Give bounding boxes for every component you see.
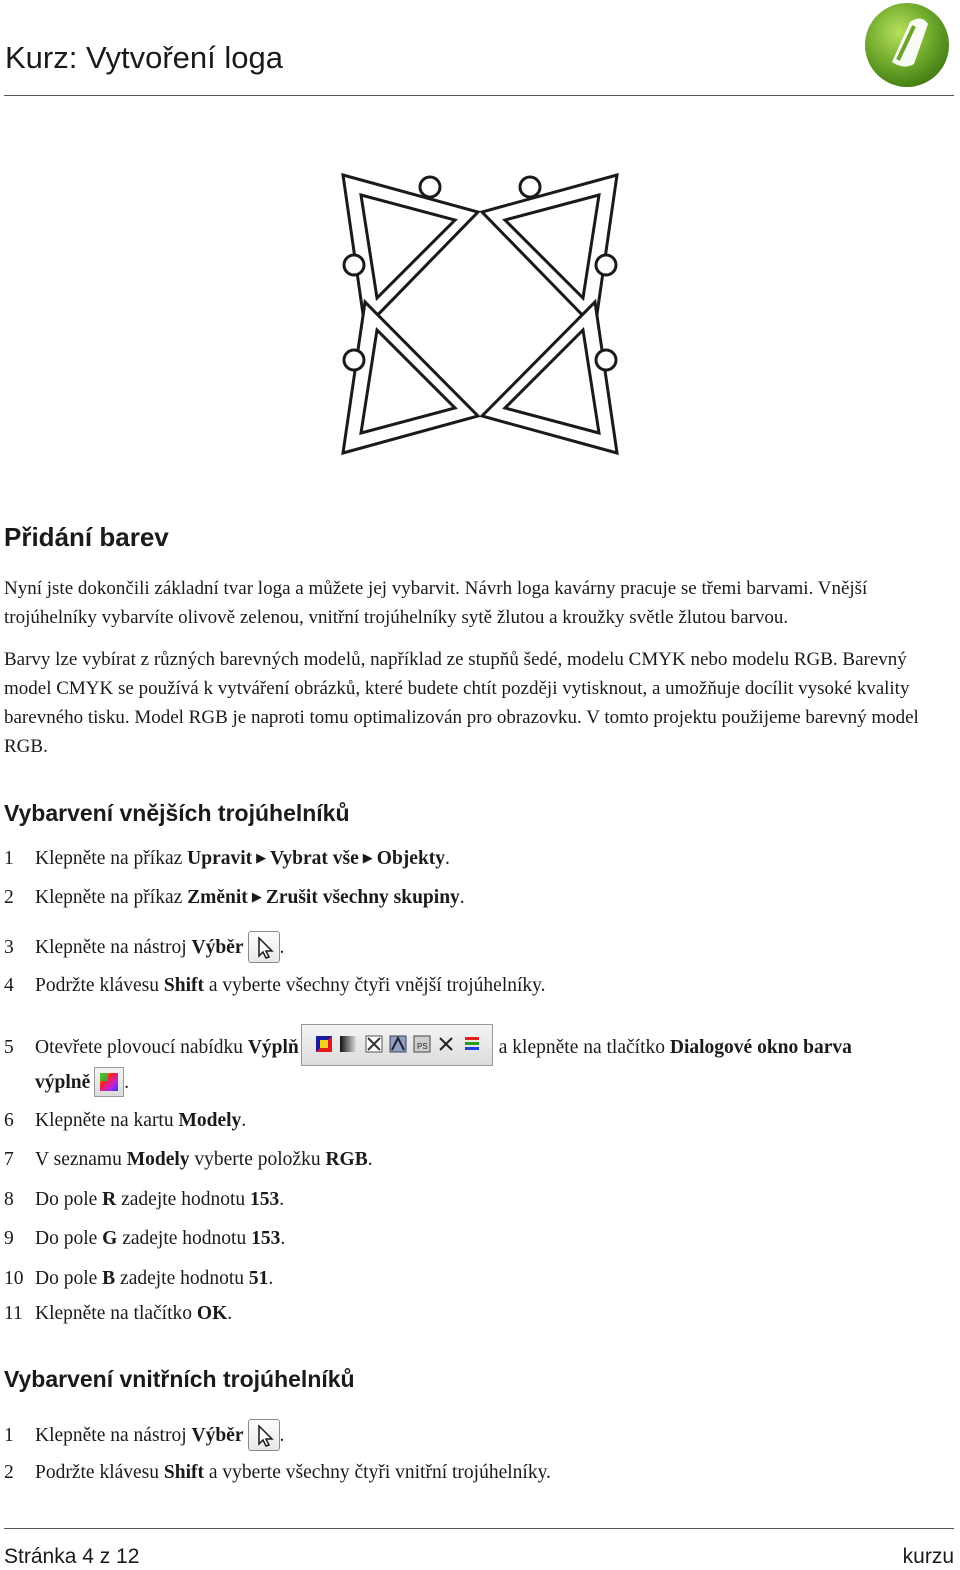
step-end: . (279, 1189, 285, 1210)
step-text: Klepněte na nástroj (35, 937, 192, 958)
step-number: 4 (4, 975, 14, 996)
step-text: Klepněte na nástroj (35, 1425, 192, 1446)
button-name: Dialogové okno barva (669, 1037, 852, 1058)
field-name: B (102, 1268, 116, 1289)
step-text: zadejte hodnotu (116, 1189, 250, 1210)
menu-name: Upravit (187, 848, 253, 869)
step-end: . (124, 1072, 130, 1093)
step-number: 10 (4, 1268, 24, 1289)
field-value: 153 (250, 1189, 280, 1210)
step-item (4, 1266, 273, 1292)
step-end: . (279, 937, 285, 958)
tab-name: Modely (178, 1110, 242, 1131)
step-text: Klepněte na kartu (35, 1110, 179, 1131)
menu-name: Objekty (376, 848, 446, 869)
field-value: 153 (251, 1228, 281, 1249)
step-item (4, 931, 284, 963)
ring-top-right (520, 177, 540, 197)
ring-top-left (420, 177, 440, 197)
pick-tool-icon[interactable] (248, 931, 280, 963)
page-title: Kurz: Vytvoření loga (5, 40, 283, 75)
step-text: Podržte klávesu (35, 1462, 164, 1483)
ring-right-lower (596, 350, 616, 370)
step-text: zadejte hodnotu (115, 1268, 249, 1289)
step-text: Do pole (35, 1268, 103, 1289)
step-number: 5 (4, 1037, 14, 1058)
step-text: V seznamu (35, 1149, 127, 1170)
coreldraw-logo-icon (862, 0, 952, 90)
step-end: . (445, 848, 450, 869)
step-number: 9 (4, 1228, 14, 1249)
field-value: 51 (248, 1268, 269, 1289)
footer-label: kurzu (902, 1545, 954, 1568)
color-docker-icon[interactable] (462, 1034, 482, 1054)
step-text: Klepněte na příkaz (35, 887, 188, 908)
step-number: 6 (4, 1110, 14, 1131)
fill-color-icon[interactable] (314, 1034, 334, 1054)
step-number: 2 (4, 1462, 14, 1483)
step-number: 8 (4, 1189, 14, 1210)
step-end: . (280, 1228, 286, 1249)
step-text: Klepněte na tlačítko (35, 1303, 197, 1324)
menu-name: Vybrat vše (270, 848, 359, 869)
step-item (4, 1187, 284, 1213)
step-text: a vyberte všechny čtyři vnitřní trojúhelníky. (204, 1462, 551, 1483)
step-number: 2 (4, 887, 14, 908)
fill-color-dialog-icon[interactable] (94, 1067, 124, 1097)
step-text: a klepněte na tlačítko (498, 1037, 670, 1058)
step-item (4, 1460, 551, 1486)
step-item (4, 1301, 232, 1327)
step-end: . (241, 1110, 247, 1131)
submenu-arrow-icon: ▶ (256, 850, 267, 865)
step-item (4, 1108, 246, 1134)
texture-fill-icon[interactable] (388, 1034, 408, 1054)
subsection-heading-inner: Vybarvení vnitřních trojúhelníků (4, 1366, 355, 1392)
step-text: Do pole (35, 1228, 103, 1249)
logo-outline-figure (335, 170, 625, 460)
list-name: Modely (126, 1149, 190, 1170)
step-item-continued (35, 1067, 129, 1097)
subsection-heading-outer: Vybarvení vnějších trojúhelníků (4, 800, 350, 826)
step-number: 3 (4, 937, 14, 958)
menu-name: Zrušit všechny skupiny (265, 887, 460, 908)
step-text: Podržte klávesu (35, 975, 164, 996)
step-text: vyberte položku (189, 1149, 326, 1170)
no-fill-icon[interactable] (436, 1034, 456, 1054)
section-heading: Přidání barev (4, 522, 169, 552)
pattern-fill-icon[interactable] (364, 1034, 384, 1054)
step-text: Otevřete plovoucí nabídku (35, 1037, 248, 1058)
step-end: . (227, 1303, 233, 1324)
step-text: Do pole (35, 1189, 103, 1210)
step-end: . (459, 887, 465, 908)
ring-left-upper (344, 255, 364, 275)
postscript-fill-icon[interactable] (412, 1034, 432, 1054)
step-item (4, 1226, 285, 1252)
step-end: . (279, 1425, 285, 1446)
step-text: Klepněte na příkaz (35, 848, 188, 869)
step-number: 1 (4, 1425, 14, 1446)
flyout-name: Výplň (247, 1037, 299, 1058)
button-name: výplně (35, 1072, 91, 1093)
color-model-paragraph (4, 645, 956, 761)
ring-right-upper (596, 255, 616, 275)
step-item (4, 1419, 284, 1451)
footer-divider (4, 1528, 954, 1529)
field-name: R (102, 1189, 117, 1210)
step-item (4, 1024, 852, 1066)
step-end: . (268, 1268, 274, 1289)
svg-text:PS: PS (416, 1042, 428, 1051)
paragraph-text: Barvy lze vybírat z různých barevných modelů, například ze stupňů šedé, modelu CMYK nebo modelu RGB. Barevný model CMYK se používá k vytváření obrázků, které budete chtít později vytisknout, a umožňuje docílit vysoké kvality barevného tisku. Model RGB je naproti tomu optimalizován pro obrazovku. V tomto projektu použijeme barevný model RGB. (4, 649, 919, 757)
submenu-arrow-icon: ▶ (251, 889, 262, 904)
step-number: 7 (4, 1149, 14, 1170)
option-name: RGB (325, 1149, 368, 1170)
ring-left-lower (344, 350, 364, 370)
paragraph-text: Nyní jste dokončili základní tvar loga a můžete jej vybarvit. Návrh loga kavárny pracuje se třemi barvami. Vnější trojúhelníky vybarvíte olivově zelenou, vnitřní trojúhelníky sytě žlutou a kroužky světle žlutou barvou. (4, 578, 868, 628)
menu-name: Změnit (187, 887, 248, 908)
tool-name: Výběr (191, 1425, 244, 1446)
step-item (4, 845, 450, 872)
tool-name: Výběr (191, 937, 244, 958)
fountain-fill-icon[interactable] (338, 1034, 358, 1054)
step-item (4, 973, 546, 999)
step-text: zadejte hodnotu (117, 1228, 252, 1249)
header-divider (4, 95, 954, 96)
intro-paragraph (4, 574, 956, 632)
pick-tool-icon[interactable] (248, 1419, 280, 1451)
step-end: . (367, 1149, 373, 1170)
button-name: OK (196, 1303, 228, 1324)
key-name: Shift (163, 975, 204, 996)
step-item (4, 884, 465, 911)
step-item (4, 1147, 373, 1173)
step-text: a vyberte všechny čtyři vnější trojúhelníky. (204, 975, 546, 996)
submenu-arrow-icon: ▶ (362, 850, 373, 865)
field-name: G (102, 1228, 118, 1249)
page-number: Stránka 4 z 12 (4, 1545, 140, 1568)
step-number: 11 (4, 1303, 23, 1324)
key-name: Shift (163, 1462, 204, 1483)
step-number: 1 (4, 848, 14, 869)
fill-flyout-toolbar[interactable] (301, 1024, 493, 1066)
